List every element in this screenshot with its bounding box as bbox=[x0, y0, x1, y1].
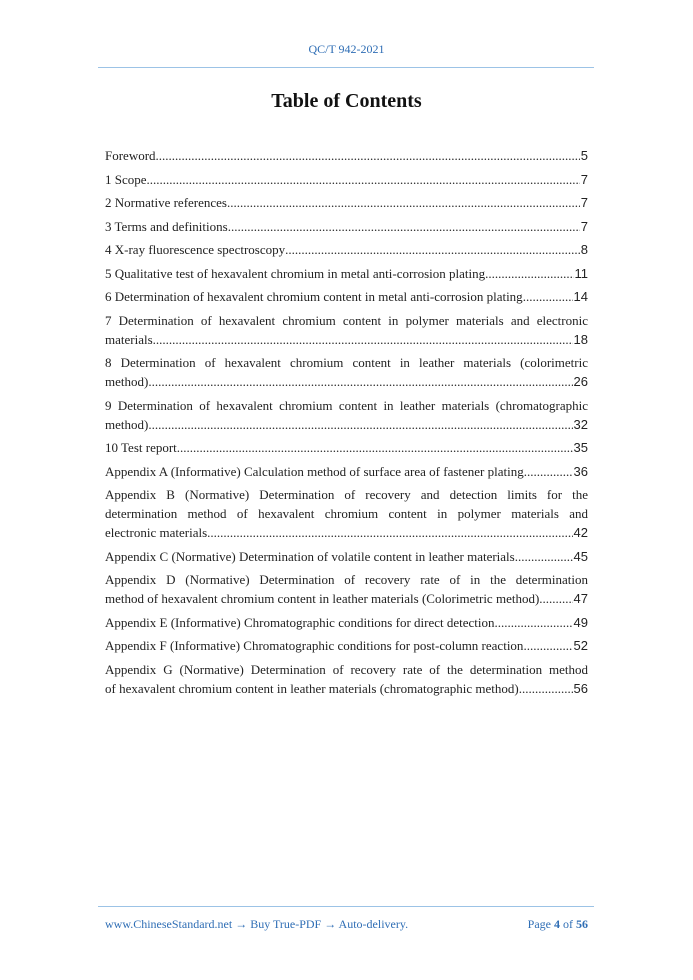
toc-entry[interactable] bbox=[105, 660, 588, 698]
page-footer bbox=[105, 917, 588, 932]
toc-entry-page-number: 32 bbox=[573, 416, 588, 432]
table-of-contents bbox=[105, 146, 588, 702]
header-rule bbox=[98, 67, 594, 68]
dot-leader bbox=[156, 146, 580, 165]
toc-entry-page-number: 47 bbox=[573, 591, 588, 606]
toc-entry-row bbox=[105, 240, 588, 259]
page-label: Page bbox=[527, 917, 551, 931]
dot-leader bbox=[148, 415, 572, 434]
dot-leader bbox=[524, 462, 573, 481]
toc-entry-title: 1 Scope bbox=[105, 171, 147, 187]
toc-entry[interactable] bbox=[105, 311, 588, 349]
toc-entry[interactable] bbox=[105, 396, 588, 434]
toc-entry-title: Foreword bbox=[105, 148, 156, 163]
toc-entry-page-number: 42 bbox=[573, 525, 588, 540]
page-indicator bbox=[528, 917, 588, 932]
dot-leader bbox=[285, 240, 580, 259]
toc-entry-title: Appendix A (Informative) Calculation method of surface area of fastener plating bbox=[105, 463, 524, 479]
dot-leader bbox=[153, 330, 573, 349]
toc-entry-title: Appendix C (Normative) Determination of volatile content in leather materials bbox=[105, 548, 515, 564]
toc-entry[interactable] bbox=[105, 485, 588, 542]
toc-entry-page-number: 52 bbox=[573, 638, 588, 653]
toc-entry[interactable] bbox=[105, 217, 588, 236]
toc-entry-page-number: 5 bbox=[580, 148, 588, 163]
dot-leader bbox=[523, 287, 573, 306]
toc-entry-wrapped-line: Appendix G (Normative) Determination of recovery rate of the determination method bbox=[105, 661, 588, 677]
toc-entry-row bbox=[105, 146, 588, 165]
toc-entry-page-number: 45 bbox=[573, 548, 588, 564]
toc-entry-row bbox=[105, 589, 588, 608]
toc-entry-title: method of hexavalent chromium content in leather materials (Colorimetric method) bbox=[105, 591, 540, 606]
dot-leader bbox=[523, 636, 572, 655]
toc-entry-page-number: 18 bbox=[573, 331, 588, 347]
toc-entry-row bbox=[105, 170, 588, 189]
toc-entry[interactable] bbox=[105, 570, 588, 608]
toc-entry-title: electronic materials bbox=[105, 525, 208, 540]
toc-entry-page-number: 7 bbox=[580, 218, 588, 234]
toc-entry-row bbox=[105, 264, 588, 283]
footer-rule bbox=[98, 906, 594, 907]
toc-entry-title: of hexavalent chromium content in leather materials (chromatographic method) bbox=[105, 680, 519, 696]
toc-entry[interactable] bbox=[105, 193, 588, 212]
toc-entry[interactable] bbox=[105, 170, 588, 189]
toc-entry-page-number: 35 bbox=[573, 440, 588, 455]
toc-entry-title: method) bbox=[105, 374, 149, 389]
toc-entry-wrapped-line: 8 Determination of hexavalent chromium content in leather materials (colorimetric bbox=[105, 355, 588, 370]
dot-leader bbox=[227, 193, 580, 212]
toc-entry-page-number: 49 bbox=[573, 614, 588, 630]
toc-entry-page-number: 26 bbox=[573, 374, 588, 389]
toc-entry-title: method) bbox=[105, 416, 149, 432]
dot-leader bbox=[147, 170, 580, 189]
toc-entry-title: 6 Determination of hexavalent chromium content in metal anti-corrosion plating bbox=[105, 289, 523, 304]
toc-entry[interactable] bbox=[105, 636, 588, 655]
toc-entry-page-number: 11 bbox=[574, 265, 588, 281]
toc-entry-title: Appendix E (Informative) Chromatographic conditions for direct detection bbox=[105, 614, 495, 630]
toc-entry[interactable] bbox=[105, 462, 588, 481]
dot-leader bbox=[539, 589, 572, 608]
toc-entry[interactable] bbox=[105, 547, 588, 566]
dot-leader bbox=[519, 679, 573, 698]
toc-entry[interactable] bbox=[105, 146, 588, 165]
toc-entry-wrapped-line: 9 Determination of hexavalent chromium content in leather materials (chromatographic bbox=[105, 397, 588, 413]
toc-entry-wrapped-line: 7 Determination of hexavalent chromium content in polymer materials and electronic bbox=[105, 312, 588, 328]
toc-entry-page-number: 56 bbox=[573, 680, 588, 696]
toc-entry-page-number: 14 bbox=[573, 289, 588, 304]
toc-entry-title: 4 X-ray fluorescence spectroscopy bbox=[105, 242, 286, 257]
toc-entry-page-number: 36 bbox=[573, 463, 588, 479]
toc-entry-row bbox=[105, 462, 588, 481]
page-title: Table of Contents bbox=[271, 90, 422, 112]
current-page-number: 4 bbox=[554, 917, 560, 931]
toc-entry-row bbox=[105, 636, 588, 655]
toc-entry[interactable] bbox=[105, 264, 588, 283]
toc-entry[interactable] bbox=[105, 240, 588, 259]
toc-entry-page-number: 8 bbox=[580, 242, 588, 257]
toc-entry-row bbox=[105, 415, 588, 434]
toc-entry-row bbox=[105, 438, 588, 457]
total-page-number: 56 bbox=[576, 917, 588, 931]
toc-entry-row bbox=[105, 547, 588, 566]
footer-link[interactable]: www.ChineseStandard.net → Buy True-PDF → Auto-delivery. bbox=[105, 917, 409, 931]
toc-entry[interactable] bbox=[105, 613, 588, 632]
dot-leader bbox=[177, 438, 573, 457]
toc-entry-title: Appendix F (Informative) Chromatographic conditions for post-column reaction bbox=[105, 638, 524, 653]
toc-entry-row bbox=[105, 330, 588, 349]
toc-entry-row bbox=[105, 679, 588, 698]
of-label: of bbox=[563, 917, 573, 931]
toc-entry[interactable] bbox=[105, 438, 588, 457]
toc-entry-row bbox=[105, 287, 588, 306]
toc-entry-title: 2 Normative references bbox=[105, 195, 227, 210]
dot-leader bbox=[207, 523, 572, 542]
toc-entry-row bbox=[105, 217, 588, 236]
toc-entry-title: 5 Qualitative test of hexavalent chromium in metal anti-corrosion plating bbox=[105, 265, 486, 281]
toc-entry-row bbox=[105, 193, 588, 212]
toc-entry-row bbox=[105, 372, 588, 391]
toc-entry-page-number: 7 bbox=[580, 171, 588, 187]
toc-entry-row bbox=[105, 523, 588, 542]
dot-leader bbox=[148, 372, 572, 391]
toc-entry-page-number: 7 bbox=[580, 195, 588, 210]
toc-entry-wrapped-line: determination method of hexavalent chromium content in polymer materials and bbox=[105, 506, 588, 521]
toc-entry[interactable] bbox=[105, 353, 588, 391]
dot-leader bbox=[228, 217, 580, 236]
toc-entry-title: 10 Test report bbox=[105, 440, 177, 455]
toc-entry[interactable] bbox=[105, 287, 588, 306]
dot-leader bbox=[495, 613, 573, 632]
toc-entry-row bbox=[105, 613, 588, 632]
toc-entry-wrapped-line: Appendix D (Normative) Determination of recovery rate of in the determination bbox=[105, 572, 588, 587]
dot-leader bbox=[515, 547, 573, 566]
toc-entry-title: materials bbox=[105, 331, 153, 347]
dot-leader bbox=[485, 264, 573, 283]
document-code-header: QC/T 942-2021 bbox=[308, 42, 385, 56]
toc-entry-wrapped-line: Appendix B (Normative) Determination of recovery and detection limits for the bbox=[105, 487, 588, 502]
toc-entry-title: 3 Terms and definitions bbox=[105, 218, 228, 234]
